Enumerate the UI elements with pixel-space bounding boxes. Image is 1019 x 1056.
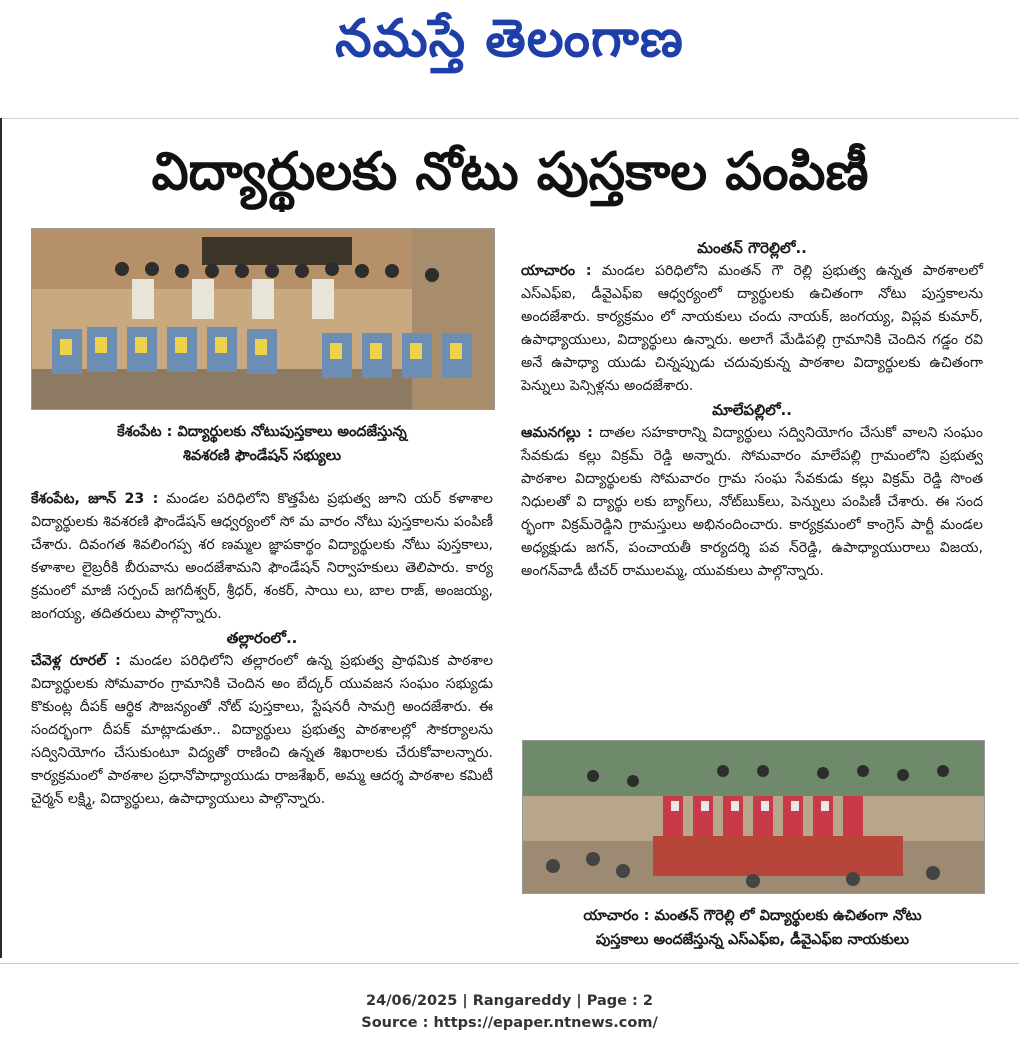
subhead-manthan-gourelli: మంతన్ గౌరెల్లిలో.. bbox=[697, 239, 807, 257]
subhead-tallaram: తల్లారంలో.. bbox=[226, 629, 298, 647]
dateline-amangal: ఆమనగల్లు : bbox=[521, 425, 593, 441]
dateline-yacharam: యాచారం : bbox=[521, 263, 592, 279]
paragraph-yacharam bbox=[521, 260, 983, 398]
body-yacharam: మండల పరిధిలోని మంతన్ గౌ రెల్లి ప్రభుత్వ ఉన్నత పాఠశాలలో ఎస్ఎఫ్ఐ, డీవైఎఫ్ఐ ఆధ్వర్యంలో ద్యార్థులకు ఉచితంగా నోటు పుస్తకాలను అందజేశారు. కార్యక్రమం లో నాయకులు చందు నాయక్, జంగయ్య, విప్లవ కుమార్, ఉపాధ్యాయులు, విద్యార్థులు ఉన్నారు. అలాగే మేడిపల్లి గ్రామానికి చెందిన గడ్డం రవి అనే ఉపాధ్యా యుడు చిన్నప్పుడు చదువుకున్న పాఠశాల విద్యార్థులకు ఉచితంగా పెన్నులు పెన్సిళ్లను అందజేశారు. bbox=[521, 263, 983, 394]
newspaper-logo: నమస్తే తెలంగాణ bbox=[335, 8, 684, 69]
photo-caption-yacharam bbox=[522, 904, 983, 952]
body-amangal: దాతల సహకారాన్ని విద్యార్థులు సద్వినియోగం చేసుకో వాలని సంఘం సేవకుడు కల్లు విక్రమ్ రెడ్డి అన్నారు. సోమవారం మాలేపల్లి గ్రామంలోని ప్రభుత్వ పాఠశాల విద్యార్థులకు సోమవారం గ్రామ సంఘ సేవకుడు కల్లు విక్రమ్ రెడ్డి సొంత నిధులతో వి ద్యార్థు లకు బ్యాగ్‌లు, నోట్‌బుక్‌లు, పెన్నులు పంపిణీ చేశారు. ఈ సంద ర్భంగా విక్రమ్‌రెడ్డిని గ్రామస్తులు అభినందించారు. కార్యక్రమంలో కాంగ్రెస్ పార్టీ మండల అధ్యక్షుడు జగన్, పంచాయతీ కార్యదర్శి పవ న్‌రెడ్డి, ఉపాధ్యాయురాలు విజయ, అంగన్‌వాడీ టీచర్ రాములమ్మ, యువకులు పాల్గొన్నారు. bbox=[521, 425, 983, 579]
dateline-chevella: చేవెళ్ల రూరల్ : bbox=[31, 653, 121, 669]
photo-keshampet-image bbox=[32, 229, 494, 409]
footer-source-link[interactable]: Source : https://epaper.ntnews.com/ bbox=[361, 1015, 658, 1031]
caption-line-1: యాచారం : మంతన్ గౌరెల్లి లో విద్యార్థులకు ఉచితంగా నోటు bbox=[583, 908, 922, 924]
masthead bbox=[0, 0, 1019, 90]
page-footer bbox=[0, 990, 1019, 1034]
top-divider bbox=[0, 118, 1019, 119]
subhead-malepalli: మాలేపల్లిలో.. bbox=[712, 401, 792, 419]
paragraph-keshampet bbox=[31, 488, 493, 626]
photo-keshampet-students bbox=[31, 228, 495, 410]
photo-caption-keshampet bbox=[31, 420, 493, 468]
article-headline: విద్యార్థులకు నోటు పుస్తకాల పంపిణీ bbox=[151, 142, 869, 202]
dateline-keshampet: కేశంపేట, జూన్ 23 : bbox=[31, 491, 159, 507]
body-tallaram: మండల పరిధిలోని తల్లారంలో ఉన్న ప్రభుత్వ ప్రాథమిక పాఠశాల విద్యార్థులకు సోమవారం గ్రామానికి చెందిన అం బేద్కర్ యువజన సంఘం సభ్యుడు కొకుంట్ల దీపక్ ఆర్థిక సౌజన్యంతో నోట్ పుస్తకాలు, స్టేషనరీ సామగ్రి అందజేశారు. ఈ సందర్భంగా దీపక్ మాట్లాడుతూ.. విద్యార్థులు ప్రభుత్వ పాఠశాలల్లో సౌకర్యాలను సద్వినియోగం చేసుకుంటూ విద్యతో రాణించి ఉన్నత శిఖరాలకు చేరుకోవాలన్నారు. కార్యక్రమంలో పాఠశాల ప్రధానోపాధ్యాయుడు రాజశేఖర్, అమ్మ ఆదర్శ పాఠశాల కమిటీ చైర్మన్ లక్ష్మి, విద్యార్థులు, ఉపాధ్యాయులు పాల్గొన్నారు. bbox=[31, 653, 493, 807]
caption-line-1: కేశంపేట : విద్యార్థులకు నోటుపుస్తకాలు అందజేస్తున్న bbox=[117, 424, 407, 440]
caption-line-2: శివశరణి ఫౌండేషన్ సభ్యులు bbox=[183, 448, 341, 464]
photo-yacharam-students bbox=[522, 740, 985, 894]
left-article-column bbox=[31, 488, 493, 811]
bottom-divider bbox=[0, 963, 1019, 964]
photo-yacharam-image bbox=[523, 741, 984, 893]
caption-line-2: పుస్తకాలు అందజేస్తున్న ఎస్ఎఫ్ఐ, డీవైఎఫ్ఐ నాయకులు bbox=[595, 932, 910, 948]
paragraph-amangal bbox=[521, 422, 983, 583]
footer-date-edition: 24/06/2025 | Rangareddy | Page : 2 bbox=[366, 993, 653, 1009]
left-border bbox=[0, 118, 2, 958]
right-article-column bbox=[521, 236, 983, 583]
paragraph-tallaram bbox=[31, 650, 493, 811]
body-keshampet: మండల పరిధిలోని కొత్తపేట ప్రభుత్వ జూని యర్ కళాశాల విద్యార్థులకు శివశరణి ఫౌండేషన్ ఆధ్వర్యంలో సో మ వారం నోటు పుస్తకాలను పంపిణీ చేశారు. దివంగత శివలింగప్ప శర ణమ్మల జ్ఞాపకార్థం విద్యార్థులకు నోటు పుస్తకాలు, కళాశాల లైబ్రరీకి బీరువాను అందజేశామని ఫౌండేషన్ నిర్వాహకులు తెలిపారు. కార్య క్రమంలో మాజీ సర్పంచ్ జగదీశ్వర్, శ్రీధర్, శంకర్, సాయి లు, బాల రాజ్, అంజయ్య, జంగయ్య, తదితరులు పాల్గొన్నారు. bbox=[31, 491, 493, 622]
